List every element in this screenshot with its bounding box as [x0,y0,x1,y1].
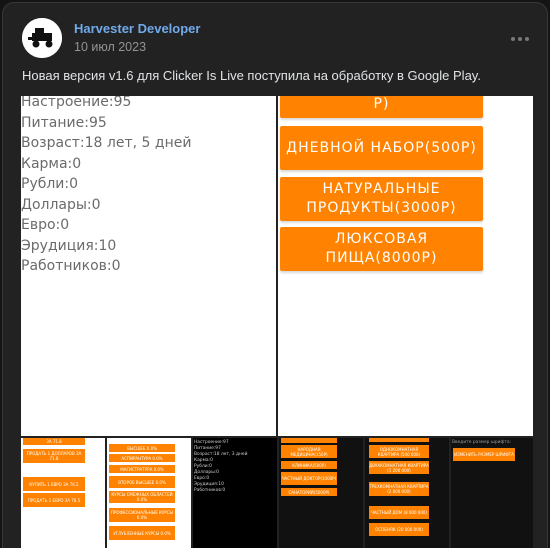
thumb-text: Настроение:97 [194,440,229,445]
thumb-text: Евро:0 [194,476,210,481]
author-avatar[interactable] [22,18,62,58]
post-date[interactable]: 10 июл 2023 [74,40,147,54]
author-name-link[interactable]: Harvester Developer [74,21,201,36]
thumbnail-housing[interactable] [365,438,449,548]
thumbnail-medicine[interactable] [279,438,363,548]
post-text: Новая версия v1.6 для Clicker Is Live поступила на обработку в Google Play. [22,68,481,83]
thumbnail-settings[interactable] [451,438,533,548]
thumb-text: Эрудиция:10 [194,482,224,487]
thumb-text: Работников:0 [194,488,226,493]
stats-list [21,96,191,277]
food-button-luxury-food: ЛЮКСОВАЯ ПИЩА(8000Р) [280,227,483,271]
thumbnail-stats-dark[interactable] [193,438,277,548]
harvester-logo-icon [22,18,62,58]
stat-mood: Настроение:95 [21,96,132,110]
thumb-text: Доллары:0 [194,470,219,475]
thumb-text: Рубли:0 [194,464,212,469]
stat-euro: Евро:0 [21,217,70,233]
food-button-partial: Р) [280,96,483,118]
thumb-button: КЛИНИКА(500Р) [281,461,337,469]
thumb-button: ДВУХКОМНАТНАЯ КВАРТИРА (1 200 000) [369,462,429,473]
photo-stats-screen[interactable] [21,96,276,436]
stat-nutrition: Питание:95 [21,114,107,131]
thumb-button: ЗА 71.8 [23,438,85,445]
thumb-button: ТРЕХКОМНАТНАЯ КВАРТИРА (2 000 000) [369,484,429,494]
thumbnail-currency[interactable] [21,438,105,548]
thumb-button: ОДНОКОМНАТНАЯ КВАРТИРА (500 000) [369,445,429,458]
thumb-button: ИЗМЕНИТЬ РАЗМЕР ШРИФТА [453,448,515,461]
thumb-button: НАРОДНАЯ МЕДИЦИНА(150Р) [281,445,337,458]
thumb-button: ВЫСШЕЕ 0.0% [109,444,175,452]
post-card [2,2,548,548]
thumb-button: ПРОФЕССИОНАЛЬНЫЕ КУРСЫ 0.0% [110,510,174,520]
stat-karma: Карма:0 [21,155,82,172]
thumb-button [281,438,337,443]
thumb-button: КУРСЫ СМЕЖНЫХ ОБЛАСТЕЙ 0.0% [109,491,175,503]
food-button-natural-products: НАТУРАЛЬНЫЕ ПРОДУКТЫ(3000Р) [280,177,483,221]
thumb-text: Питание:97 [194,446,221,451]
thumb-button: САНАТОРИЙ(5000Р) [281,488,337,496]
thumb-button: КУПИТЬ 1 ЕВРО ЗА 76.5 [23,477,85,491]
thumb-button: ЧАСТНЫЙ ДОКТОР(1000Р) [281,472,337,485]
stat-age: Возраст:18 лет, 5 дней [21,135,192,151]
stat-erudition: Эрудиция:10 [21,237,117,254]
stat-rubles: Рубли:0 [21,176,79,192]
thumb-button: ВТОРОЕ ВЫСШЕЕ 0.0% [109,476,175,488]
thumb-button: АСПИРАНТУРА 0.0% [109,454,175,462]
thumb-button: ЧАСТНЫЙ ДОМ (8 000 000) [369,506,429,519]
thumbnail-education[interactable] [107,438,191,548]
photo-food-screen[interactable] [278,96,533,436]
stat-workers: Работников:0 [21,258,121,274]
thumb-button: ОСОБНЯК (20 000 000) [369,523,429,536]
thumb-text: Введите размер шрифта: [452,440,511,445]
thumb-button: УГЛУБЛЕННЫЕ КУРСЫ 0.0% [109,526,175,540]
thumb-button: ПРОДАТЬ 1 ДОЛЛАРОВ ЗА 71.8 [23,449,85,463]
thumb-button: МАГИСТРАТУРА 0.0% [109,465,175,473]
thumb-button: ПРОДАТЬ 1 ЕВРО ЗА 78.5 [23,493,85,507]
thumb-button [369,438,429,442]
thumb-text: Возраст:18 лет, 3 дней [194,452,248,457]
more-options-icon[interactable] [511,37,529,41]
food-button-daily-set: ДНЕВНОЙ НАБОР(500Р) [280,126,483,170]
stat-dollars: Доллары:0 [21,196,101,213]
thumb-text: Карма:0 [194,458,213,463]
